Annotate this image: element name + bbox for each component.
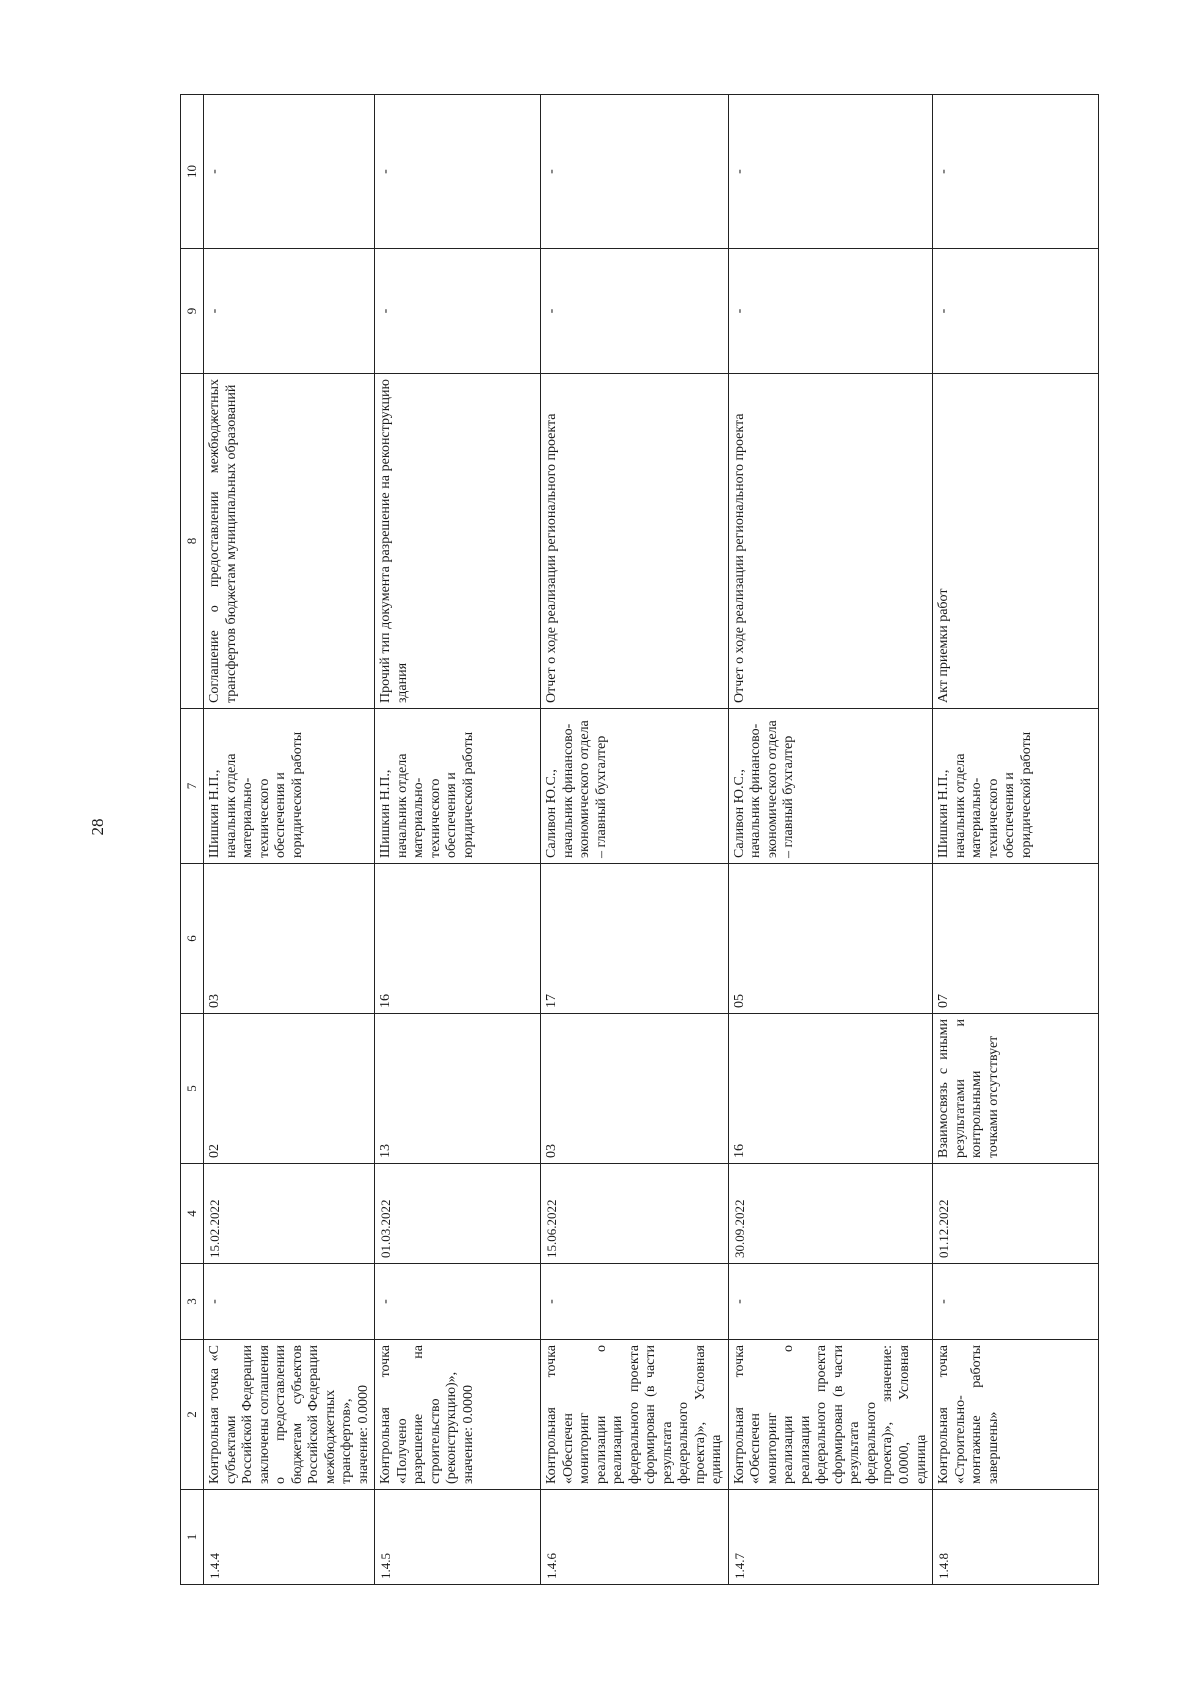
responsible-person: Шишкин Н.П., начальник отдела материально-технического обеспечения и юридической работы: [204, 709, 375, 864]
cell-col3: -: [933, 1264, 1099, 1340]
cell-col3: -: [375, 1264, 541, 1340]
header-cell: 3: [181, 1264, 204, 1340]
header-cell: 5: [181, 1014, 204, 1164]
control-points-table: [180, 94, 1099, 1585]
date-cell: 30.09.2022: [728, 1164, 932, 1264]
cell-col10: -: [204, 95, 375, 249]
table-row: [541, 95, 729, 1585]
cell-col5: 16: [728, 1014, 932, 1164]
cell-col9: -: [204, 249, 375, 374]
row-number: 1.4.6: [541, 1490, 729, 1585]
cell-col6: 07: [933, 864, 1099, 1014]
row-number: 1.4.8: [933, 1490, 1099, 1585]
cell-col10: -: [728, 95, 932, 249]
document-type: Акт приемки работ: [933, 374, 1099, 709]
header-cell: 2: [181, 1340, 204, 1490]
header-cell: 8: [181, 374, 204, 709]
control-point-description: Контрольная точка «Обеспечен мониторинг реализации о реализации федерального проекта сформирован (в части результата федерального проекта)», значение: 0.0000, Условная единица: [728, 1340, 932, 1490]
cell-col10: -: [375, 95, 541, 249]
date-cell: 01.12.2022: [933, 1164, 1099, 1264]
cell-col9: -: [375, 249, 541, 374]
document-type: Отчет о ходе реализации регионального проекта: [541, 374, 729, 709]
date-cell: 01.03.2022: [375, 1164, 541, 1264]
header-cell: 9: [181, 249, 204, 374]
row-number: 1.4.7: [728, 1490, 932, 1585]
header-cell: 1: [181, 1490, 204, 1585]
control-point-description: Контрольная точка «Обеспечен мониторинг реализации о реализации федерального проекта сформирован (в части результата федерального проекта)», Условная единица: [541, 1340, 729, 1490]
row-number: 1.4.4: [204, 1490, 375, 1585]
cell-col10: -: [541, 95, 729, 249]
document-type: Отчет о ходе реализации регионального проекта: [728, 374, 932, 709]
cell-col6: 17: [541, 864, 729, 1014]
cell-col5: 02: [204, 1014, 375, 1164]
page-number: 28: [88, 818, 107, 836]
header-cell: 4: [181, 1164, 204, 1264]
control-point-description: Контрольная точка «Получено разрешение на строительство (реконструкцию)», значение: 0.0000: [375, 1340, 541, 1490]
responsible-person: Шишкин Н.П., начальник отдела материально-технического обеспечения и юридической работы: [375, 709, 541, 864]
responsible-person: Шишкин Н.П., начальник отдела материально-технического обеспечения и юридической работы: [933, 709, 1099, 864]
document-type: Соглашение о предоставлении межбюджетных трансфертов бюджетам муниципальных образований: [204, 374, 375, 709]
cell-col3: -: [204, 1264, 375, 1340]
table-row: [204, 95, 375, 1585]
table-row: [375, 95, 541, 1585]
cell-col6: 05: [728, 864, 932, 1014]
table-row: [728, 95, 932, 1585]
control-point-description: Контрольная точка «С субъектами Российской Федерации заключены соглашения о предоставлении бюджетам субъектов Российской Федерации межбюджетных трансфертов», значение: 0.0000: [204, 1340, 375, 1490]
responsible-person: Саливон Ю.С., начальник финансово-экономического отдела – главный бухгалтер: [728, 709, 932, 864]
header-row: [181, 95, 204, 1585]
date-cell: 15.02.2022: [204, 1164, 375, 1264]
header-cell: 10: [181, 95, 204, 249]
cell-col9: -: [933, 249, 1099, 374]
date-cell: 15.06.2022: [541, 1164, 729, 1264]
cell-col9: -: [728, 249, 932, 374]
rotated-table-container: [180, 95, 1034, 1585]
cell-col3: -: [728, 1264, 932, 1340]
relation-note: Взаимосвязь с иными результатами и контрольными точками отсутствует: [933, 1014, 1099, 1164]
cell-col9: -: [541, 249, 729, 374]
cell-col6: 16: [375, 864, 541, 1014]
row-number: 1.4.5: [375, 1490, 541, 1585]
header-cell: 6: [181, 864, 204, 1014]
header-cell: 7: [181, 709, 204, 864]
cell-col10: -: [933, 95, 1099, 249]
cell-col3: -: [541, 1264, 729, 1340]
cell-col6: 03: [204, 864, 375, 1014]
cell-col5: 03: [541, 1014, 729, 1164]
table-row: [933, 95, 1099, 1585]
control-point-description: Контрольная точка «Строительно-монтажные работы завершены»: [933, 1340, 1099, 1490]
responsible-person: Саливон Ю.С., начальник финансово-экономического отдела – главный бухгалтер: [541, 709, 729, 864]
cell-col5: 13: [375, 1014, 541, 1164]
document-type: Прочий тип документа разрешение на реконструкцию здания: [375, 374, 541, 709]
